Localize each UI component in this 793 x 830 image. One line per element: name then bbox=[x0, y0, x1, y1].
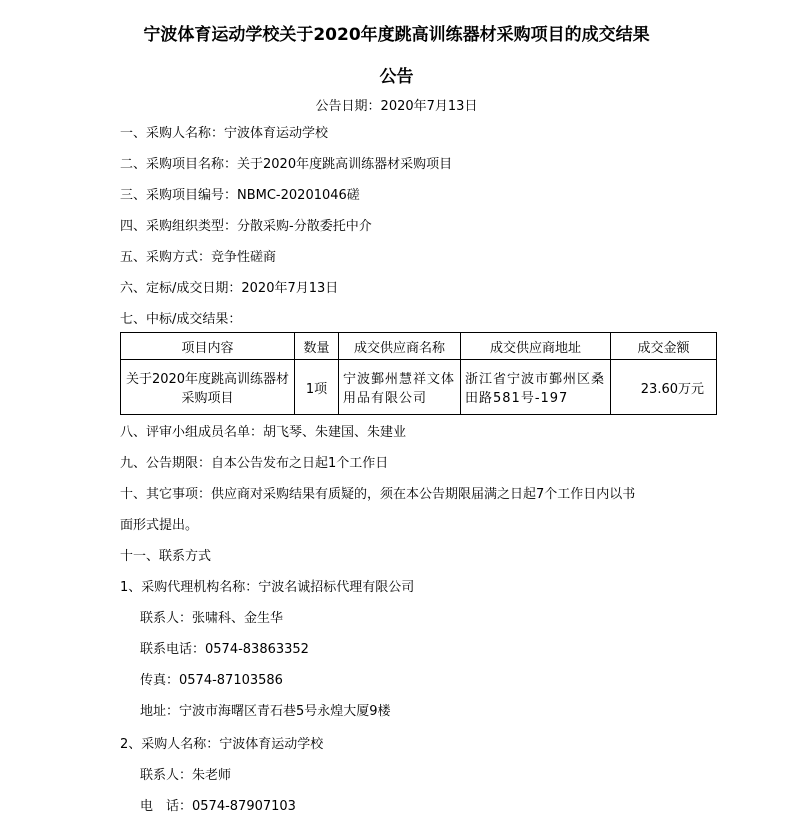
contact-heading: 十一、联系方式 bbox=[120, 549, 212, 564]
header-content: 项目内容 bbox=[121, 333, 295, 360]
agency-fax: 传真：0574-87103586 bbox=[140, 673, 283, 688]
buyer-contact-phone: 电 话：0574-87907103 bbox=[140, 799, 296, 814]
agency-name: 1、采购代理机构名称：宁波名诚招标代理有限公司 bbox=[120, 580, 415, 595]
panel-members: 八、评审小组成员名单：胡飞琴、朱建国、朱建业 bbox=[120, 425, 407, 440]
agency-contact: 联系人：张啸科、金生华 bbox=[140, 611, 284, 626]
result-heading: 七、中标/成交结果： bbox=[120, 312, 242, 327]
buyer-contact-name: 2、采购人名称：宁波体育运动学校 bbox=[120, 737, 324, 752]
cell-amount: 23.60万元 bbox=[611, 360, 717, 415]
header-address: 成交供应商地址 bbox=[461, 333, 611, 360]
award-date: 六、定标/成交日期：2020年7月13日 bbox=[120, 281, 339, 296]
buyer-name: 一、采购人名称：宁波体育运动学校 bbox=[120, 126, 329, 141]
other-matters-line1: 十、其它事项：供应商对采购结果有质疑的，须在本公告期限届满之日起7个工作日内以书 bbox=[120, 487, 636, 502]
header-supplier: 成交供应商名称 bbox=[339, 333, 461, 360]
agency-phone: 联系电话：0574-83863352 bbox=[140, 642, 309, 657]
agency-address: 地址：宁波市海曙区青石巷5号永煌大厦9楼 bbox=[140, 704, 391, 719]
announce-period: 九、公告期限：自本公告发布之日起1个工作日 bbox=[120, 456, 389, 471]
header-amount: 成交金额 bbox=[611, 333, 717, 360]
announce-date: 公告日期：2020年7月13日 bbox=[315, 99, 478, 114]
project-name: 二、采购项目名称：关于2020年度跳高训练器材采购项目 bbox=[120, 157, 453, 172]
cell-address: 浙江省宁波市鄞州区桑田路581号-197 bbox=[461, 360, 611, 415]
project-number: 三、采购项目编号：NBMC-20201046磋 bbox=[120, 188, 360, 203]
cell-qty: 1项 bbox=[295, 360, 339, 415]
organization-type: 四、采购组织类型：分散采购-分散委托中介 bbox=[120, 219, 372, 234]
cell-content: 关于2020年度跳高训练器材采购项目 bbox=[121, 360, 295, 415]
page-title-line1: 宁波体育运动学校关于2020年度跳高训练器材采购项目的成交结果 bbox=[143, 25, 650, 45]
page-title-line2: 公告 bbox=[379, 67, 414, 87]
procurement-method: 五、采购方式：竞争性磋商 bbox=[120, 250, 277, 265]
table-row bbox=[121, 360, 717, 415]
table-header-row bbox=[121, 333, 717, 360]
other-matters-line2: 面形式提出。 bbox=[120, 518, 199, 533]
buyer-contact-person: 联系人：朱老师 bbox=[140, 768, 232, 783]
cell-supplier: 宁波鄞州慧祥文体用品有限公司 bbox=[339, 360, 461, 415]
header-qty: 数量 bbox=[295, 333, 339, 360]
result-table bbox=[120, 332, 717, 415]
